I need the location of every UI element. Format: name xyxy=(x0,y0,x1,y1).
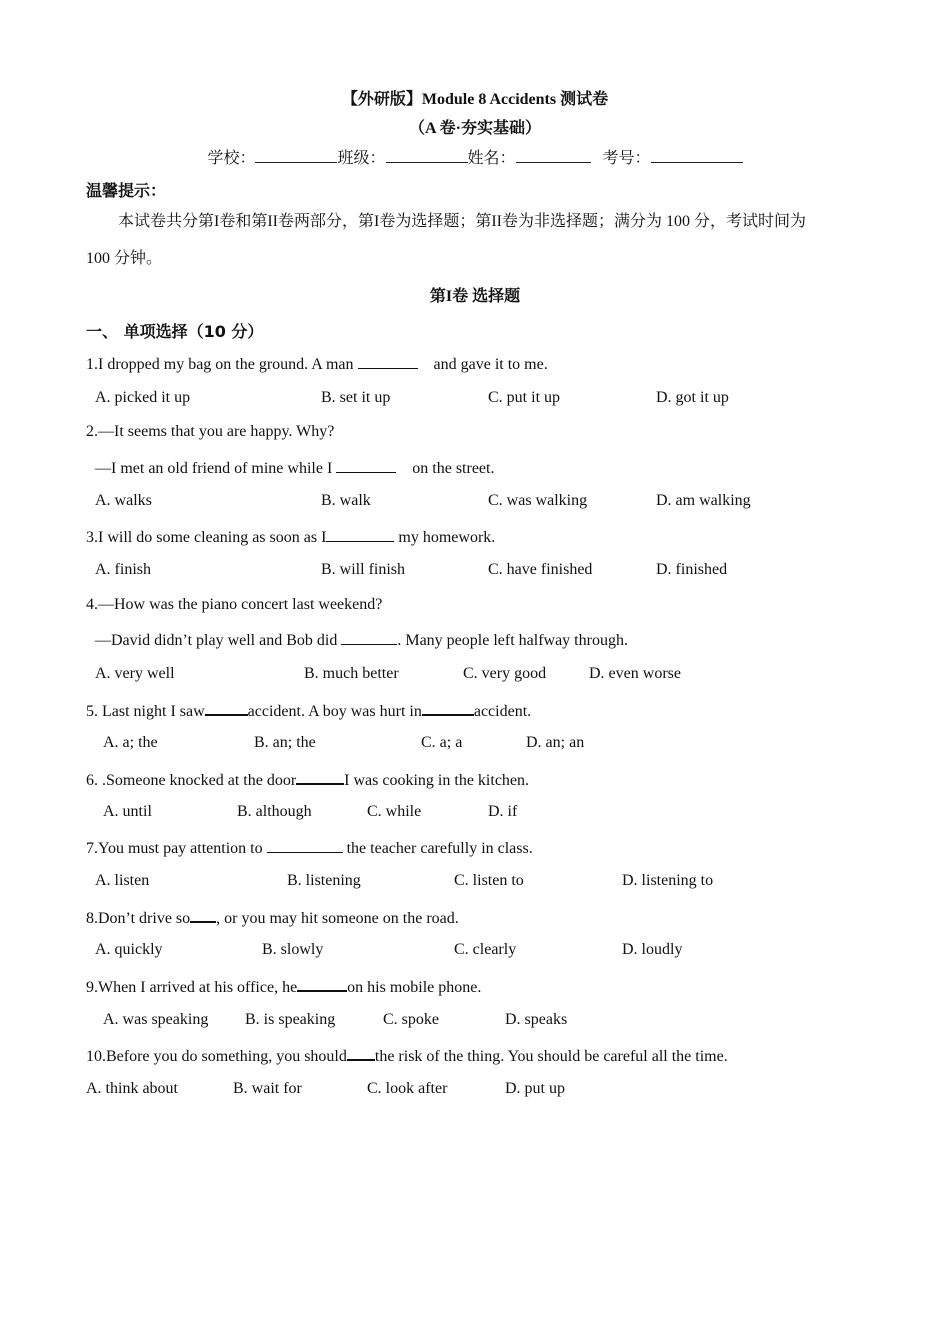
q5-option-c[interactable]: C. a; a xyxy=(421,734,463,751)
student-info-row xyxy=(0,145,950,168)
answer-blank xyxy=(422,700,474,716)
question-2-response: —I met an old friend of mine while I on the street. xyxy=(95,460,495,477)
class-blank xyxy=(386,148,468,163)
q9-option-c[interactable]: C. spoke xyxy=(383,1011,439,1028)
q7-option-c[interactable]: C. listen to xyxy=(454,872,524,889)
name-label: 姓名： xyxy=(467,148,516,167)
q2-option-b[interactable]: B. walk xyxy=(321,492,371,509)
q1-option-c[interactable]: C. put it up xyxy=(488,389,561,406)
q8-option-d[interactable]: D. loudly xyxy=(622,941,683,958)
q5-option-a[interactable]: A. a; the xyxy=(103,734,158,751)
answer-blank xyxy=(190,907,216,923)
q1-option-d[interactable]: D. got it up xyxy=(656,389,729,406)
q7-option-d[interactable]: D. listening to xyxy=(622,872,714,889)
answer-blank xyxy=(297,976,347,992)
q2-option-c[interactable]: C. was walking xyxy=(488,492,588,509)
question-4-response: —David didn’t play well and Bob did . Many people left halfway through. xyxy=(95,632,628,649)
answer-blank xyxy=(336,458,396,473)
q3-option-c[interactable]: C. have finished xyxy=(488,561,593,578)
number-label: 考号： xyxy=(602,148,651,167)
answer-blank xyxy=(205,700,248,716)
answer-blank xyxy=(347,1045,375,1061)
q10-option-d[interactable]: D. put up xyxy=(505,1080,565,1097)
q9-option-d[interactable]: D. speaks xyxy=(505,1011,568,1028)
answer-blank xyxy=(341,630,397,645)
name-blank xyxy=(516,148,591,163)
q3-option-d[interactable]: D. finished xyxy=(656,561,728,578)
q10-option-c[interactable]: C. look after xyxy=(367,1080,448,1097)
question-9: 9.When I arrived at his office, he on his mobile phone. xyxy=(86,976,481,997)
q4-option-d[interactable]: D. even worse xyxy=(589,665,681,682)
tips-text-line1: 本试卷共分第I卷和第II卷两部分，第I卷为选择题；第II卷为非选择题；满分为 100 分，考试时间为 xyxy=(118,213,806,230)
q10-option-a[interactable]: A. think about xyxy=(86,1080,178,1097)
q4-option-a[interactable]: A. very well xyxy=(95,665,175,682)
question-6: 6. .Someone knocked at the door I was cooking in the kitchen. xyxy=(86,769,529,790)
q8-option-b[interactable]: B. slowly xyxy=(262,941,324,958)
school-blank xyxy=(255,148,337,163)
question-4: 4.—How was the piano concert last weekend? xyxy=(86,596,383,613)
q9-option-b[interactable]: B. is speaking xyxy=(245,1011,336,1028)
school-label: 学校： xyxy=(207,148,256,167)
q1-option-b[interactable]: B. set it up xyxy=(321,389,391,406)
q6-option-c[interactable]: C. while xyxy=(367,803,422,820)
exam-subtitle: （A 卷·夯实基础） xyxy=(408,120,541,137)
q7-option-b[interactable]: B. listening xyxy=(287,872,361,889)
answer-blank xyxy=(326,527,394,542)
q7-option-a[interactable]: A. listen xyxy=(95,872,150,889)
question-3: 3.I will do some cleaning as soon as I my homework. xyxy=(86,529,496,546)
q8-option-c[interactable]: C. clearly xyxy=(454,941,517,958)
question-8: 8.Don’t drive so , or you may hit someone on the road. xyxy=(86,907,459,928)
section-title: 第I卷 选择题 xyxy=(429,288,521,305)
answer-blank xyxy=(267,838,343,853)
q6-option-b[interactable]: B. although xyxy=(237,803,312,820)
q10-option-b[interactable]: B. wait for xyxy=(233,1080,302,1097)
question-5: 5. Last night I saw accident. A boy was hurt in accident. xyxy=(86,700,531,721)
q4-option-c[interactable]: C. very good xyxy=(463,665,547,682)
q2-option-a[interactable]: A. walks xyxy=(95,492,152,509)
class-label: 班级： xyxy=(337,148,386,167)
q8-option-a[interactable]: A. quickly xyxy=(95,941,163,958)
q2-option-d[interactable]: D. am walking xyxy=(656,492,751,509)
question-1: 1.I dropped my bag on the ground. A man and gave it to me. xyxy=(86,356,548,373)
q5-option-d[interactable]: D. an; an xyxy=(526,734,585,751)
q1-option-a[interactable]: A. picked it up xyxy=(95,389,191,406)
q5-option-b[interactable]: B. an; the xyxy=(254,734,316,751)
question-2: 2.—It seems that you are happy. Why? xyxy=(86,423,335,440)
q9-option-a[interactable]: A. was speaking xyxy=(103,1011,209,1028)
q3-option-a[interactable]: A. finish xyxy=(95,561,151,578)
answer-blank xyxy=(358,354,418,369)
exam-title: 【外研版】Module 8 Accidents 测试卷 xyxy=(341,91,609,108)
question-7: 7.You must pay attention to the teacher carefully in class. xyxy=(86,840,533,857)
q6-option-d[interactable]: D. if xyxy=(488,803,518,820)
answer-blank xyxy=(296,769,344,785)
question-10: 10.Before you do something, you should the risk of the thing. You should be careful all the time. xyxy=(86,1045,728,1066)
q6-option-a[interactable]: A. until xyxy=(103,803,152,820)
number-blank xyxy=(651,148,743,163)
q4-option-b[interactable]: B. much better xyxy=(304,665,399,682)
tips-label: 温馨提示： xyxy=(86,181,167,200)
tips-text-line2: 100 分钟。 xyxy=(86,250,163,267)
q3-option-b[interactable]: B. will finish xyxy=(321,561,406,578)
part1-heading: 一、 单项选择（10 分） xyxy=(86,322,264,341)
